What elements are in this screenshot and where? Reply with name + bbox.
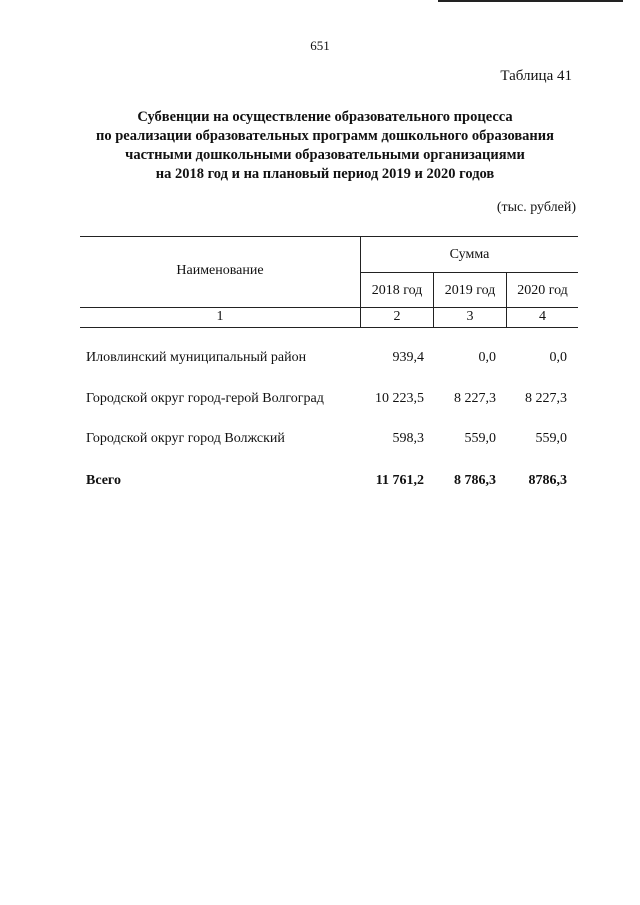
total-2020: 8786,3 [528,473,567,488]
value-2018: 598,3 [392,431,424,446]
value-2018: 10 223,5 [375,391,424,406]
col-number-4: 4 [539,309,546,324]
table-row [86,431,578,451]
header-sum: Сумма [449,247,490,262]
header-name: Наименование [176,263,264,278]
value-2018: 939,4 [392,350,424,365]
total-2018: 11 761,2 [375,473,424,488]
title-line: по реализации образовательных программ дошкольного образования [95,128,554,144]
header-years-rule [80,307,578,308]
table-row [86,350,578,370]
row-name: Городской округ город Волжский [86,431,285,446]
page-number: 651 [310,38,330,53]
header-year-2018: 2018 год [371,283,423,298]
value-2020: 0,0 [549,350,567,365]
header-year-2019: 2019 год [444,283,496,298]
value-2019: 8 227,3 [454,391,496,406]
col-number-3: 3 [466,309,474,324]
header-year-2020: 2020 год [517,283,568,298]
title-line: на 2018 год и на плановый период 2019 и 2020 годов [155,166,495,182]
table-header [80,236,578,328]
col-number-1: 1 [216,309,224,324]
value-2020: 559,0 [535,431,567,446]
top-edge-mark [438,0,623,2]
value-2019: 0,0 [478,350,496,365]
units-label: (тыс. рублей) [496,200,576,215]
header-bottom-rule [80,327,578,328]
title-line: частными дошкольными образовательными организациями [125,147,525,163]
value-2020: 8 227,3 [525,391,567,406]
table-label: Таблица 41 [500,68,572,84]
total-label: Всего [86,473,121,488]
header-mid-rule [360,272,578,273]
col-number-2: 2 [393,309,401,324]
total-2019: 8 786,3 [454,473,496,488]
header-top-rule [80,236,578,237]
total-row [86,473,578,493]
document-title [60,108,590,184]
row-name: Городской округ город-герой Волгоград [86,391,324,406]
value-2019: 559,0 [464,431,496,446]
title-line: Субвенции на осуществление образовательного процесса [137,109,513,125]
row-name: Иловлинский муниципальный район [86,350,307,365]
table-row [86,391,578,411]
